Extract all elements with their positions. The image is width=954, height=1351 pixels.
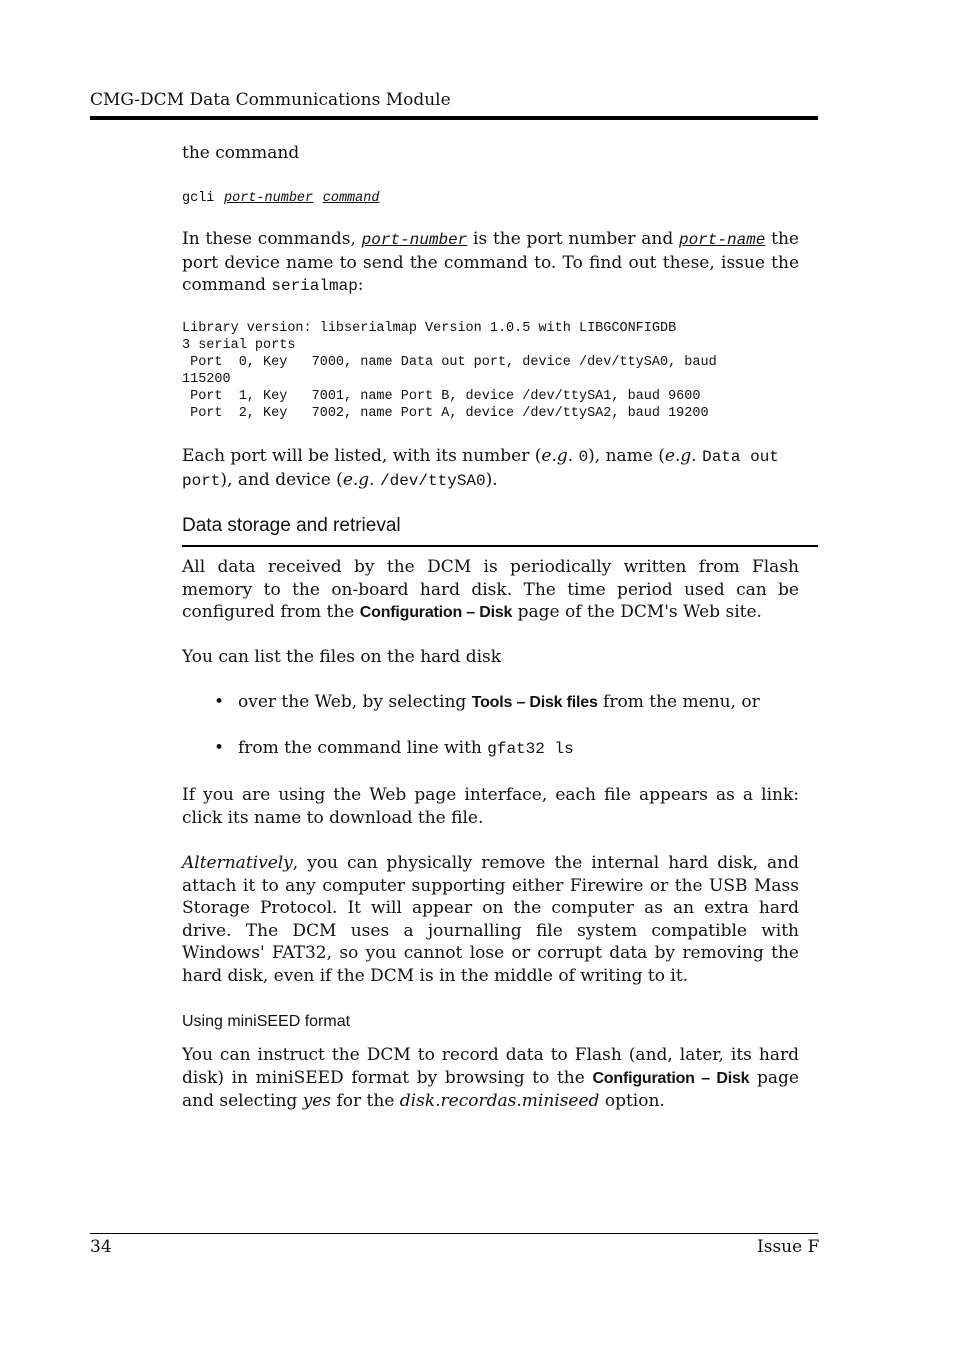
gcli-command bbox=[182, 188, 799, 207]
para-alternatively: Alternatively, you can physically remove the internal hard disk, and attach it to any computer supporting either Firewire or the USB Mass Storage Protocol. It will appear on the computer as an extra hard drive. The DCM uses a journalling file system compatible with Windows' FAT32, so you cannot lose or corrupt data by removing the hard disk, even if the DCM is in the middle of writing to it. bbox=[182, 853, 799, 986]
section-heading: Data storage and retrieval bbox=[182, 515, 401, 536]
bullet-item-cli: from the command line with gfat32 ls bbox=[238, 738, 574, 758]
header-rule bbox=[90, 116, 818, 120]
menu-ref-configuration-disk: Configuration – Disk bbox=[592, 1069, 750, 1087]
output-line: Port 2, Key 7002, name Port A, device /dev/ttySA2, baud 19200 bbox=[182, 406, 709, 421]
gcli-cmd: gcli bbox=[182, 191, 215, 206]
bullet-item-web: over the Web, by selecting Tools – Disk files from the menu, or bbox=[238, 692, 760, 712]
para-miniseed: You can instruct the DCM to record data to Flash (and, later, its hard disk) in miniSEED format by browsing to the Configuration – Disk page and selecting yes for the disk.recordas.miniseed option. bbox=[182, 1045, 799, 1112]
footer-rule bbox=[90, 1233, 818, 1234]
subsection-heading: Using miniSEED format bbox=[182, 1013, 351, 1030]
output-line: 3 serial ports bbox=[182, 338, 296, 353]
para-list: You can list the files on the hard disk bbox=[182, 647, 502, 667]
para-ports: In these commands, port-number is the port number and port-name the port device name to send the command to. To find out these, issue the command serialmap: bbox=[182, 229, 799, 296]
serialmap-output bbox=[182, 320, 822, 422]
bullet-marker: • bbox=[214, 692, 225, 712]
section-rule bbox=[182, 545, 818, 547]
para-each-port: Each port will be listed, with its number (e.g. 0), name (e.g. Data out port), and device (e.g. /dev/ttySA0). bbox=[182, 446, 779, 490]
output-line: Port 0, Key 7000, name Data out port, device /dev/ttySA0, baud bbox=[182, 355, 717, 370]
menu-ref-tools-disk-files: Tools – Disk files bbox=[471, 694, 598, 711]
gcli-arg-port-number: port-number bbox=[224, 191, 314, 206]
gcli-arg-command: command bbox=[322, 191, 380, 206]
menu-ref-configuration-disk: Configuration – Disk bbox=[359, 604, 513, 622]
output-line: 115200 bbox=[182, 372, 231, 387]
issue-label: Issue F bbox=[757, 1237, 820, 1257]
running-header: CMG-DCM Data Communications Module bbox=[90, 90, 451, 110]
output-line: Port 1, Key 7001, name Port B, device /dev/ttySA1, baud 9600 bbox=[182, 389, 701, 404]
page-number: 34 bbox=[90, 1237, 112, 1257]
bullet-marker: • bbox=[214, 738, 225, 758]
output-line: Library version: libserialmap Version 1.0.5 with LIBGCONFIGDB bbox=[182, 321, 677, 336]
intro-text: the command bbox=[182, 143, 300, 163]
para-web: If you are using the Web page interface, each file appears as a link: click its name to download the file. bbox=[182, 785, 799, 828]
para-storage: All data received by the DCM is periodically written from Flash memory to the on-board hard disk. The time period used can be configured from the Configuration – Disk page of the DCM's Web site. bbox=[182, 557, 799, 623]
